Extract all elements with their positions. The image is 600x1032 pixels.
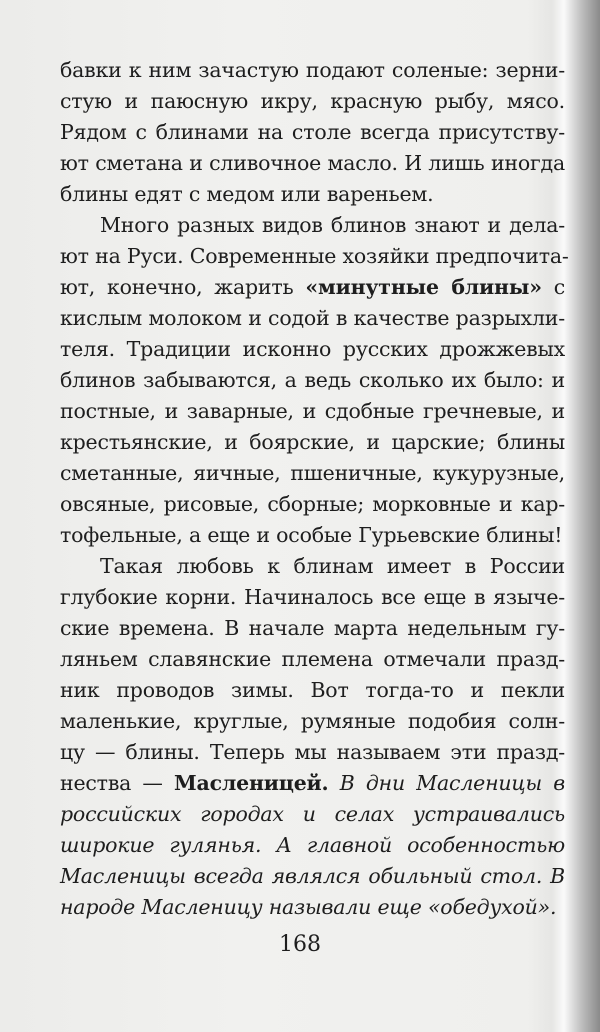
page-body-text: [60, 55, 569, 923]
text-line: глубокие корни. Начиналось все еще в языче-: [60, 585, 565, 609]
text-line: маленькие, круглые, румяные подобия солн-: [60, 709, 565, 733]
text-line: стую и паюсную икру, красную рыбу, мясо.: [60, 89, 565, 113]
italic-text-line: народе Масленицу называли еще «обедухой».: [60, 895, 557, 919]
text-line: теля. Традиции исконно русских дрожжевых: [60, 337, 565, 361]
text-line: сметанные, яичные, пшеничные, кукурузные,: [60, 461, 565, 485]
italic-text-line: широкие гулянья. А главной особенностью: [60, 833, 565, 857]
paragraph-start-line: Много разных видов блинов знают и дела-: [100, 213, 565, 237]
text-line: постные, и заварные, и сдобные гречневые, и: [60, 399, 565, 423]
text-line: кислым молоком и содой в качестве разрыхли-: [60, 306, 565, 330]
text-line: тофельные, а еще и особые Гурьевские блины!: [60, 523, 563, 547]
bold-term-minutnye-bliny: «минутные блины»: [305, 275, 542, 299]
text-line: ляньем славянские племена отмечали празд-: [60, 647, 565, 671]
text-span: с: [541, 275, 565, 299]
bold-term-maslenitsa: Масленицей.: [174, 771, 329, 795]
text-line: блины едят с медом или вареньем.: [60, 182, 434, 206]
text-line: Рядом с блинами на столе всегда присутству-: [60, 120, 565, 144]
paragraph-start-line: Такая любовь к блинам имеет в России: [100, 554, 565, 578]
text-line: ют на Руси. Современные хозяйки предпочита-: [60, 244, 569, 268]
text-line: крестьянские, и боярские, и царские; блины: [60, 430, 565, 454]
text-line: ник проводов зимы. Вот тогда-то и пекли: [60, 678, 565, 702]
page-number: 168: [279, 932, 321, 957]
text-line: ют сметана и сливочное масло. И лишь иногда: [60, 151, 565, 175]
text-line: цу — блины. Теперь мы называем эти празд-: [60, 740, 565, 764]
text-line: [60, 768, 565, 799]
text-line: овсяные, рисовые, сборные; морковные и кар-: [60, 492, 565, 516]
italic-text-line: российских городах и селах устраивались: [60, 802, 565, 826]
text-line: блинов забываются, а ведь сколько их было: и: [60, 368, 565, 392]
text-line: [60, 272, 565, 303]
text-line: ские времена. В начале марта недельным гу-: [60, 616, 565, 640]
text-line: бавки к ним зачастую подают соленые: зерни-: [60, 58, 565, 82]
italic-text-line: Масленицы всегда являлся обильный стол. В: [60, 864, 565, 888]
italic-text-span: В дни Масленицы в: [328, 771, 565, 795]
text-span: нества —: [60, 771, 174, 795]
text-span: ют, конечно, жарить: [60, 275, 306, 299]
